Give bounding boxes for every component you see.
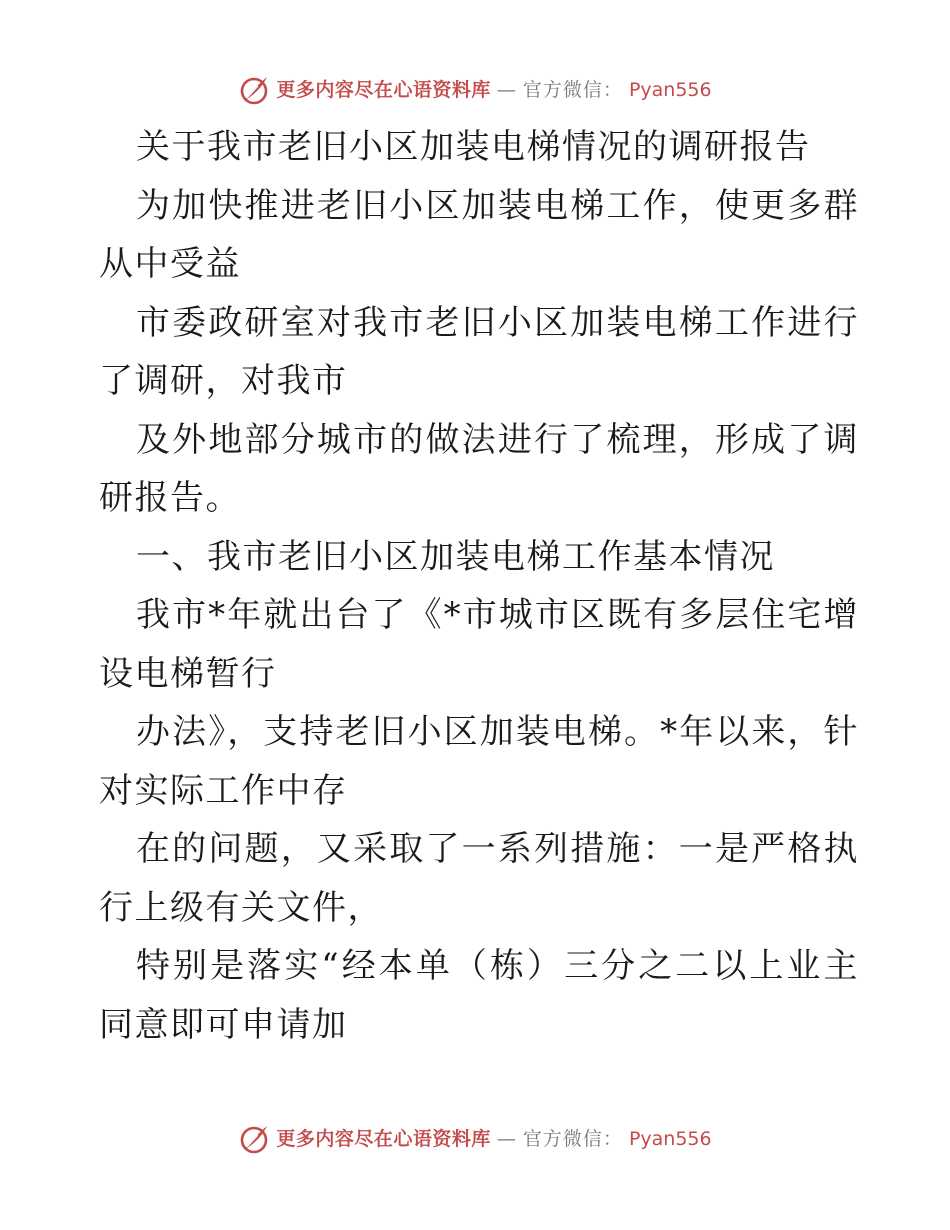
paragraph: 市委政研室对我市老旧小区加装电梯工作进行了调研，对我市 [99, 302, 859, 401]
watermark-dash: — [496, 1128, 517, 1150]
watermark-dash: — [496, 79, 517, 101]
paragraph: 为加快推进老旧小区加装电梯工作，使更多群从中受益 [99, 185, 859, 284]
watermark-site-text: 更多内容尽在心语资料库 [276, 79, 491, 101]
section-heading: 一、我市老旧小区加装电梯工作基本情况 [136, 536, 775, 577]
document-body [99, 118, 859, 1054]
paragraph: 特别是落实“经本单（栋）三分之二以上业主同意即可申请加 [99, 946, 859, 1045]
watermark-wechat-id: Pyan556 [628, 79, 712, 101]
quill-pen-circle-icon [238, 74, 270, 106]
header-watermark [0, 72, 950, 108]
paragraph: 及外地部分城市的做法进行了梳理，形成了调研报告。 [99, 419, 859, 518]
watermark-wechat-label: 官方微信： [522, 79, 623, 101]
document-title: 关于我市老旧小区加装电梯情况的调研报告 [136, 127, 811, 167]
watermark-wechat-label: 官方微信： [522, 1128, 623, 1150]
paragraph: 在的问题，又采取了一系列措施：一是严格执行上级有关文件， [99, 829, 859, 928]
quill-pen-circle-icon [238, 1123, 270, 1155]
watermark-wechat-id: Pyan556 [628, 1128, 712, 1150]
watermark-site-text: 更多内容尽在心语资料库 [276, 1128, 491, 1150]
paragraph: 办法》，支持老旧小区加装电梯。*年以来，针对实际工作中存 [99, 712, 859, 811]
footer-watermark [0, 1121, 950, 1157]
paragraph: 我市*年就出台了《*市城市区既有多层住宅增设电梯暂行 [99, 595, 859, 694]
